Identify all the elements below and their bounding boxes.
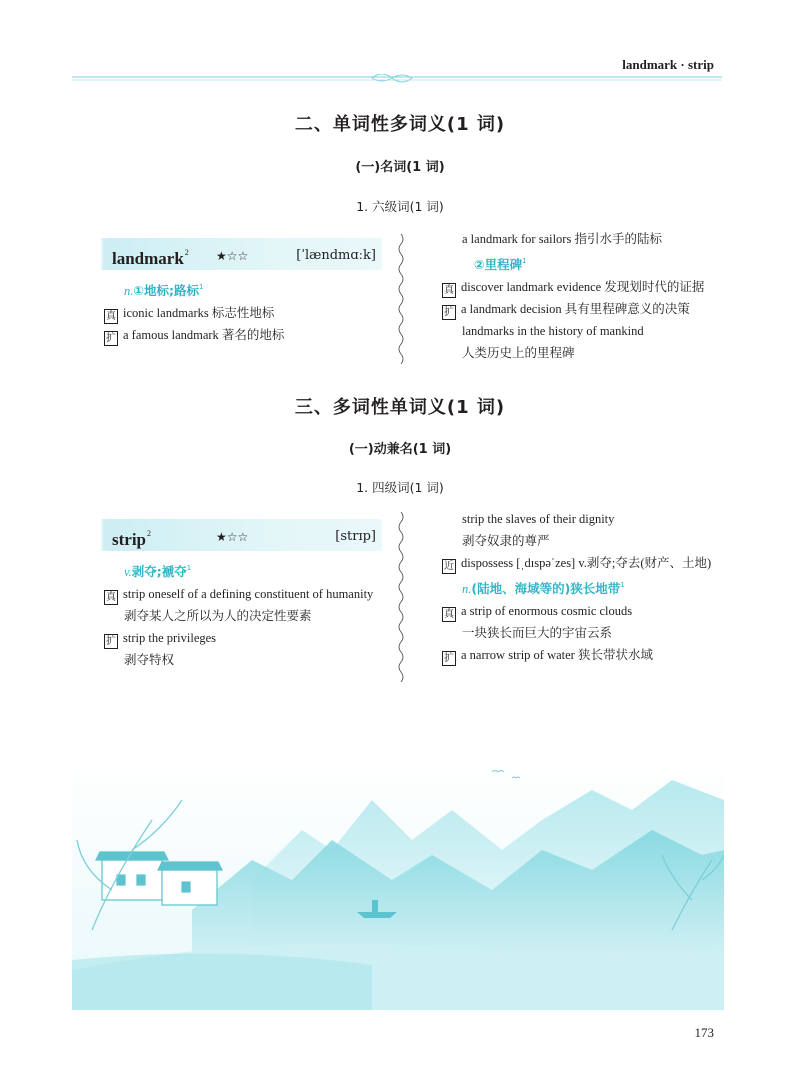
column-divider-ornament: [397, 512, 405, 682]
example-tag: 扩: [106, 333, 116, 344]
example-text: 剥夺奴隶的尊严: [462, 534, 550, 548]
example-line: [442, 276, 732, 298]
headword-box: [104, 238, 382, 270]
example-text: 剥夺某人之所以为人的决定性要素: [124, 609, 312, 623]
sense-label: ①地标;路标: [133, 283, 199, 298]
example-line: [104, 583, 394, 605]
example-line: [442, 298, 732, 320]
level-title: 1. 四级词(1 词): [356, 480, 444, 495]
entry-left-column: [104, 238, 382, 346]
example-text: a famous landmark 著名的地标: [123, 328, 285, 342]
example-line: [104, 605, 394, 627]
example-text: discover landmark evidence 发现划时代的证据: [461, 280, 705, 294]
example-text: iconic landmarks 标志性地标: [123, 306, 275, 320]
example-tag: 真: [444, 285, 454, 296]
frequency-sup: 1: [620, 581, 625, 589]
ink-landscape-illustration: [72, 760, 724, 1010]
level-title: 1. 六级词(1 词): [356, 199, 444, 214]
example-line: [442, 342, 732, 364]
entry-right-column: [442, 228, 732, 364]
example-text: 一块狭长而巨大的宇宙云系: [462, 626, 613, 640]
headword: strip$^2$: [112, 529, 151, 549]
example-text: 剥夺特权: [124, 653, 175, 667]
example-text: strip the slaves of their dignity: [462, 512, 615, 526]
sense-heading: [104, 276, 382, 302]
running-header: [0, 54, 800, 84]
part-of-speech: n.: [462, 582, 472, 596]
example-text: strip the privileges: [123, 631, 217, 645]
example-tag: 真: [444, 609, 454, 620]
example-text: a landmark decision 具有里程碑意义的决策: [461, 302, 690, 316]
part-of-speech: n.: [124, 284, 134, 298]
header-ornament-rule: [72, 74, 722, 84]
example-text: strip oneself of a defining constituent of humanity: [123, 587, 374, 601]
page-number: 173: [694, 1025, 714, 1040]
phonetic: [strɪp]: [335, 529, 376, 544]
column-divider-ornament: [397, 234, 405, 364]
headword: landmark$^2$: [112, 248, 189, 268]
example-line: [104, 302, 382, 324]
example-tag: 近: [444, 561, 454, 572]
example-line: [442, 228, 732, 250]
sense-heading: [104, 557, 394, 583]
example-line: [442, 644, 737, 666]
phonetic: [ˈlændmɑːk]: [296, 248, 376, 263]
entry-right-column: [442, 508, 737, 666]
headword-box: [104, 519, 382, 551]
example-text: a strip of enormous cosmic clouds: [461, 604, 633, 618]
example-text: a narrow strip of water 狭长带状水域: [461, 648, 653, 662]
section-subtitle: (一)动兼名(1 词): [348, 442, 452, 457]
example-tag: 扩: [444, 653, 454, 664]
example-line: [442, 552, 737, 574]
example-tag: 扩: [444, 307, 454, 318]
difficulty-stars: ★☆☆: [216, 530, 249, 544]
section-title: 二、单词性多词义(1 词): [294, 114, 506, 135]
sense-heading: [442, 574, 737, 600]
frequency-sup: 1: [522, 257, 527, 265]
example-line: [104, 649, 394, 671]
example-line: [104, 324, 382, 346]
frequency-sup: 1: [198, 283, 204, 291]
section-subtitle: (一)名词(1 词): [355, 160, 445, 175]
frequency-sup: 1: [186, 564, 192, 572]
sense-label: (陆地、海域等的)狭长地带: [471, 581, 621, 596]
section-title: 三、多词性单词义(1 词): [294, 397, 506, 418]
example-text: landmarks in the history of mankind: [462, 324, 644, 338]
sense-label: 剥夺;褫夺: [131, 564, 187, 579]
example-tag: 扩: [106, 636, 116, 647]
example-text: dispossess [ˌdɪspəˈzes] v.剥夺;夺去(财产、土地): [461, 556, 712, 570]
entry-left-column: [104, 519, 394, 671]
example-text: 人类历史上的里程碑: [462, 346, 575, 360]
example-line: [442, 600, 737, 622]
example-tag: 真: [106, 311, 116, 322]
example-line: [442, 530, 737, 552]
example-tag: 真: [106, 592, 116, 603]
example-line: [104, 627, 394, 649]
sense-label: ②里程碑: [474, 257, 523, 272]
example-line: [442, 622, 737, 644]
example-line: [442, 508, 737, 530]
example-line: [442, 320, 732, 342]
difficulty-stars: ★☆☆: [216, 249, 249, 263]
example-text: a landmark for sailors 指引水手的陆标: [462, 232, 662, 246]
sense-heading: [442, 250, 732, 276]
part-of-speech: v.: [124, 565, 132, 579]
header-title: landmark · strip: [622, 57, 714, 72]
